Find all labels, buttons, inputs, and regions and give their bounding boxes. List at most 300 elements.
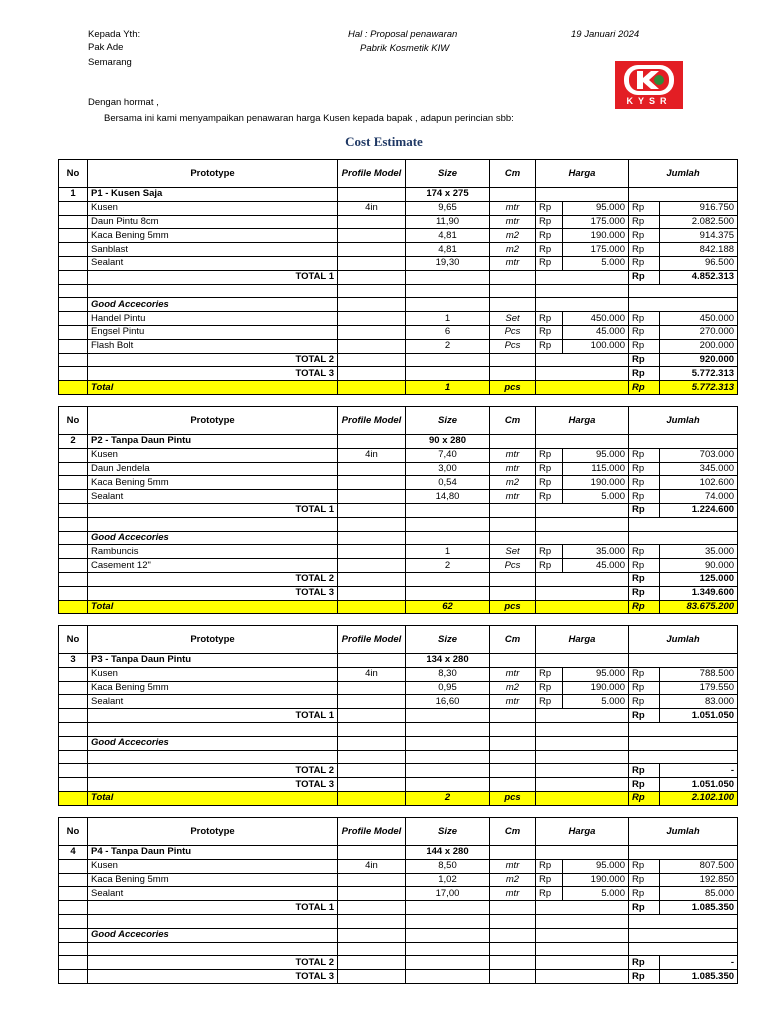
currency-label: Rp xyxy=(629,709,660,723)
empty-cell xyxy=(490,517,536,531)
blank-row xyxy=(59,942,738,956)
empty-cell xyxy=(59,695,88,709)
item-price: 95.000 xyxy=(563,201,629,215)
currency-label: Rp xyxy=(536,201,563,215)
table-header xyxy=(59,160,738,188)
item-quantity: 4,81 xyxy=(406,229,490,243)
header-harga: Harga xyxy=(536,407,629,435)
currency-label: Rp xyxy=(629,243,660,257)
header-prototype: Prototype xyxy=(88,818,338,846)
item-row xyxy=(59,462,738,476)
empty-cell xyxy=(536,654,629,668)
item-profile: 4in xyxy=(338,667,406,681)
total3-row xyxy=(59,367,738,381)
empty-cell xyxy=(536,381,629,395)
empty-cell xyxy=(406,586,490,600)
currency-label: Rp xyxy=(629,572,660,586)
empty-cell xyxy=(338,572,406,586)
header-size: Size xyxy=(406,626,490,654)
empty-cell xyxy=(338,381,406,395)
currency-label: Rp xyxy=(629,695,660,709)
empty-cell xyxy=(490,435,536,449)
empty-cell xyxy=(59,353,88,367)
empty-cell xyxy=(59,901,88,915)
currency-label: Rp xyxy=(629,462,660,476)
empty-cell xyxy=(536,970,629,984)
currency-label: Rp xyxy=(629,367,660,381)
currency-label: Rp xyxy=(536,312,563,326)
empty-cell xyxy=(59,312,88,326)
accessory-name: Engsel Pintu xyxy=(88,325,338,339)
currency-label: Rp xyxy=(536,873,563,887)
header-prototype: Prototype xyxy=(88,407,338,435)
empty-cell xyxy=(406,736,490,750)
recipient-city: Semarang xyxy=(88,57,132,68)
item-row xyxy=(59,215,738,229)
section-name: P4 - Tanpa Daun Pintu xyxy=(88,846,338,860)
empty-cell xyxy=(59,325,88,339)
empty-cell xyxy=(536,778,629,792)
header-harga: Harga xyxy=(536,626,629,654)
empty-cell xyxy=(59,462,88,476)
grand-total-value: 2.102.100 xyxy=(660,791,738,805)
currency-label: Rp xyxy=(629,353,660,367)
item-profile xyxy=(338,462,406,476)
empty-cell xyxy=(490,270,536,284)
item-quantity: 9,65 xyxy=(406,201,490,215)
item-amount: 85.000 xyxy=(660,887,738,901)
recipient-name: Pak Ade xyxy=(88,42,124,53)
currency-label: Rp xyxy=(629,778,660,792)
section-title-row xyxy=(59,188,738,202)
empty-cell xyxy=(490,736,536,750)
accessories-title-row xyxy=(59,298,738,312)
header-profile: Profile Model xyxy=(338,407,406,435)
empty-cell xyxy=(536,517,629,531)
item-unit: mtr xyxy=(490,448,536,462)
item-profile xyxy=(338,887,406,901)
item-quantity: 3,00 xyxy=(406,462,490,476)
item-price: 95.000 xyxy=(563,667,629,681)
item-profile xyxy=(338,229,406,243)
empty-cell xyxy=(88,750,338,764)
estimate-table-1 xyxy=(58,159,738,395)
item-row xyxy=(59,476,738,490)
to-label: Kepada Yth: xyxy=(88,29,141,40)
empty-cell xyxy=(59,970,88,984)
accessory-row xyxy=(59,339,738,353)
total3-label: TOTAL 3 xyxy=(88,586,338,600)
item-name: Kaca Bening 5mm xyxy=(88,681,338,695)
subject-line: Hal : Proposal penawaran xyxy=(348,29,458,40)
item-amount: 914.375 xyxy=(660,229,738,243)
empty-cell xyxy=(629,654,738,668)
empty-cell xyxy=(59,229,88,243)
header-no: No xyxy=(59,407,88,435)
grand-total-quantity: 1 xyxy=(406,381,490,395)
empty-cell xyxy=(536,750,629,764)
item-amount: 345.000 xyxy=(660,462,738,476)
item-unit: m2 xyxy=(490,476,536,490)
empty-cell xyxy=(88,722,338,736)
empty-cell xyxy=(536,600,629,614)
empty-cell xyxy=(338,654,406,668)
empty-cell xyxy=(338,325,406,339)
empty-cell xyxy=(59,201,88,215)
total3-value: 1.085.350 xyxy=(660,970,738,984)
empty-cell xyxy=(490,586,536,600)
accessory-row xyxy=(59,312,738,326)
item-profile xyxy=(338,215,406,229)
total3-label: TOTAL 3 xyxy=(88,970,338,984)
empty-cell xyxy=(59,914,88,928)
section-title-row xyxy=(59,846,738,860)
currency-label: Rp xyxy=(629,503,660,517)
empty-cell xyxy=(59,298,88,312)
blank-row xyxy=(59,750,738,764)
currency-label: Rp xyxy=(536,490,563,504)
empty-cell xyxy=(490,298,536,312)
item-profile xyxy=(338,681,406,695)
accessory-price: 100.000 xyxy=(563,339,629,353)
item-profile: 4in xyxy=(338,859,406,873)
empty-cell xyxy=(490,901,536,915)
item-price: 5.000 xyxy=(563,490,629,504)
item-unit: mtr xyxy=(490,667,536,681)
currency-label: Rp xyxy=(536,215,563,229)
empty-cell xyxy=(490,970,536,984)
currency-label: Rp xyxy=(629,381,660,395)
blank-row xyxy=(59,722,738,736)
estimate-table-4 xyxy=(58,817,738,984)
currency-label: Rp xyxy=(629,490,660,504)
currency-label: Rp xyxy=(536,667,563,681)
empty-cell xyxy=(406,778,490,792)
accessory-amount: 450.000 xyxy=(660,312,738,326)
currency-label: Rp xyxy=(629,256,660,270)
grand-total-unit: pcs xyxy=(490,381,536,395)
total1-value: 1.051.050 xyxy=(660,709,738,723)
section-name: P3 - Tanpa Daun Pintu xyxy=(88,654,338,668)
empty-cell xyxy=(338,600,406,614)
item-unit: mtr xyxy=(490,490,536,504)
currency-label: Rp xyxy=(629,586,660,600)
accessory-amount: 35.000 xyxy=(660,545,738,559)
total2-label: TOTAL 2 xyxy=(88,572,338,586)
empty-cell xyxy=(338,284,406,298)
empty-cell xyxy=(406,531,490,545)
item-name: Kaca Bening 5mm xyxy=(88,229,338,243)
empty-cell xyxy=(536,928,629,942)
total3-row xyxy=(59,778,738,792)
section-size: 174 x 275 xyxy=(406,188,490,202)
empty-cell xyxy=(629,846,738,860)
empty-cell xyxy=(406,764,490,778)
currency-label: Rp xyxy=(629,859,660,873)
empty-cell xyxy=(629,188,738,202)
item-quantity: 4,81 xyxy=(406,243,490,257)
blank-row xyxy=(59,517,738,531)
empty-cell xyxy=(338,722,406,736)
item-amount: 192.850 xyxy=(660,873,738,887)
estimate-table-2 xyxy=(58,406,738,614)
empty-cell xyxy=(490,942,536,956)
empty-cell xyxy=(490,188,536,202)
estimate-table-3 xyxy=(58,625,738,806)
item-price: 190.000 xyxy=(563,873,629,887)
total1-label: TOTAL 1 xyxy=(88,503,338,517)
grand-total-label: Total xyxy=(88,600,338,614)
currency-label: Rp xyxy=(629,476,660,490)
total2-label: TOTAL 2 xyxy=(88,353,338,367)
accessory-quantity: 6 xyxy=(406,325,490,339)
item-unit: mtr xyxy=(490,215,536,229)
grand-total-value: 5.772.313 xyxy=(660,381,738,395)
empty-cell xyxy=(338,298,406,312)
empty-cell xyxy=(536,572,629,586)
grand-total-row xyxy=(59,791,738,805)
total2-value: - xyxy=(660,956,738,970)
total1-row xyxy=(59,901,738,915)
header-size: Size xyxy=(406,818,490,846)
header-prototype: Prototype xyxy=(88,626,338,654)
empty-cell xyxy=(490,531,536,545)
accessory-price: 45.000 xyxy=(563,325,629,339)
currency-label: Rp xyxy=(629,270,660,284)
header-no: No xyxy=(59,626,88,654)
empty-cell xyxy=(490,284,536,298)
item-row xyxy=(59,695,738,709)
empty-cell xyxy=(59,367,88,381)
item-unit: m2 xyxy=(490,873,536,887)
item-unit: m2 xyxy=(490,243,536,257)
item-profile: 4in xyxy=(338,201,406,215)
item-name: Sanblast xyxy=(88,243,338,257)
currency-label: Rp xyxy=(536,859,563,873)
empty-cell xyxy=(59,243,88,257)
logo-text: KYSR xyxy=(626,96,672,106)
item-row xyxy=(59,448,738,462)
empty-cell xyxy=(536,284,629,298)
item-quantity: 7,40 xyxy=(406,448,490,462)
header-profile: Profile Model xyxy=(338,818,406,846)
item-row xyxy=(59,229,738,243)
header-harga: Harga xyxy=(536,818,629,846)
currency-label: Rp xyxy=(536,681,563,695)
empty-cell xyxy=(406,914,490,928)
blank-row xyxy=(59,284,738,298)
total2-label: TOTAL 2 xyxy=(88,956,338,970)
empty-cell xyxy=(406,572,490,586)
empty-cell xyxy=(338,531,406,545)
empty-cell xyxy=(490,367,536,381)
item-quantity: 1,02 xyxy=(406,873,490,887)
empty-cell xyxy=(59,381,88,395)
empty-cell xyxy=(536,736,629,750)
empty-cell xyxy=(59,339,88,353)
grand-total-unit: pcs xyxy=(490,600,536,614)
item-unit: mtr xyxy=(490,859,536,873)
item-amount: 179.550 xyxy=(660,681,738,695)
item-amount: 916.750 xyxy=(660,201,738,215)
section-number: 2 xyxy=(59,435,88,449)
empty-cell xyxy=(59,448,88,462)
currency-label: Rp xyxy=(629,600,660,614)
accessory-row xyxy=(59,325,738,339)
empty-cell xyxy=(59,600,88,614)
item-quantity: 16,60 xyxy=(406,695,490,709)
grand-total-quantity: 62 xyxy=(406,600,490,614)
empty-cell xyxy=(536,956,629,970)
empty-cell xyxy=(629,750,738,764)
total3-row xyxy=(59,586,738,600)
currency-label: Rp xyxy=(536,325,563,339)
empty-cell xyxy=(338,517,406,531)
empty-cell xyxy=(629,736,738,750)
currency-label: Rp xyxy=(536,448,563,462)
section-size: 134 x 280 xyxy=(406,654,490,668)
empty-cell xyxy=(490,572,536,586)
empty-cell xyxy=(536,270,629,284)
empty-cell xyxy=(490,764,536,778)
empty-cell xyxy=(59,873,88,887)
empty-cell xyxy=(338,586,406,600)
total3-value: 1.051.050 xyxy=(660,778,738,792)
item-quantity: 0,95 xyxy=(406,681,490,695)
accessory-quantity: 1 xyxy=(406,312,490,326)
empty-cell xyxy=(406,970,490,984)
item-row xyxy=(59,490,738,504)
total3-row xyxy=(59,970,738,984)
header-cm: Cm xyxy=(490,160,536,188)
empty-cell xyxy=(338,846,406,860)
header-jumlah: Jumlah xyxy=(629,407,738,435)
currency-label: Rp xyxy=(629,970,660,984)
empty-cell xyxy=(59,709,88,723)
empty-cell xyxy=(536,503,629,517)
empty-cell xyxy=(338,791,406,805)
item-price: 115.000 xyxy=(563,462,629,476)
total3-value: 5.772.313 xyxy=(660,367,738,381)
header-jumlah: Jumlah xyxy=(629,160,738,188)
empty-cell xyxy=(406,709,490,723)
empty-cell xyxy=(406,367,490,381)
empty-cell xyxy=(59,928,88,942)
item-row xyxy=(59,201,738,215)
item-price: 190.000 xyxy=(563,229,629,243)
accessory-quantity: 1 xyxy=(406,545,490,559)
total1-row xyxy=(59,709,738,723)
accessories-title: Good Accecories xyxy=(88,531,338,545)
item-price: 95.000 xyxy=(563,859,629,873)
empty-cell xyxy=(338,942,406,956)
empty-cell xyxy=(406,722,490,736)
item-amount: 788.500 xyxy=(660,667,738,681)
item-amount: 83.000 xyxy=(660,695,738,709)
empty-cell xyxy=(629,928,738,942)
accessory-name: Flash Bolt xyxy=(88,339,338,353)
currency-label: Rp xyxy=(629,448,660,462)
item-profile xyxy=(338,873,406,887)
total1-label: TOTAL 1 xyxy=(88,901,338,915)
empty-cell xyxy=(338,709,406,723)
empty-cell xyxy=(406,353,490,367)
empty-cell xyxy=(629,942,738,956)
empty-cell xyxy=(59,476,88,490)
empty-cell xyxy=(59,503,88,517)
empty-cell xyxy=(59,256,88,270)
empty-cell xyxy=(338,435,406,449)
letter-date: 19 Januari 2024 xyxy=(571,29,640,40)
empty-cell xyxy=(338,559,406,573)
empty-cell xyxy=(406,942,490,956)
item-amount: 96.500 xyxy=(660,256,738,270)
total1-value: 1.085.350 xyxy=(660,901,738,915)
header-cm: Cm xyxy=(490,818,536,846)
item-quantity: 8,30 xyxy=(406,667,490,681)
blank-row xyxy=(59,914,738,928)
empty-cell xyxy=(59,681,88,695)
header-harga: Harga xyxy=(536,160,629,188)
item-unit: m2 xyxy=(490,229,536,243)
header-jumlah: Jumlah xyxy=(629,818,738,846)
header-no: No xyxy=(59,818,88,846)
item-profile: 4in xyxy=(338,448,406,462)
total2-label: TOTAL 2 xyxy=(88,764,338,778)
currency-label: Rp xyxy=(629,559,660,573)
letter-body: Bersama ini kami menyampaikan penawaran harga Kusen kepada bapak , adapun perincian sbb: xyxy=(104,113,514,124)
total1-row xyxy=(59,270,738,284)
currency-label: Rp xyxy=(629,887,660,901)
item-unit: mtr xyxy=(490,887,536,901)
empty-cell xyxy=(59,750,88,764)
accessory-amount: 90.000 xyxy=(660,559,738,573)
item-unit: mtr xyxy=(490,695,536,709)
header-prototype: Prototype xyxy=(88,160,338,188)
section-name: P2 - Tanpa Daun Pintu xyxy=(88,435,338,449)
accessories-title-row xyxy=(59,531,738,545)
empty-cell xyxy=(490,654,536,668)
item-name: Sealant xyxy=(88,490,338,504)
empty-cell xyxy=(536,722,629,736)
total2-row xyxy=(59,572,738,586)
accessory-unit: Pcs xyxy=(490,325,536,339)
currency-label: Rp xyxy=(629,681,660,695)
grand-total-quantity: 2 xyxy=(406,791,490,805)
table-header xyxy=(59,818,738,846)
total1-label: TOTAL 1 xyxy=(88,709,338,723)
empty-cell xyxy=(536,791,629,805)
empty-cell xyxy=(536,901,629,915)
total3-value: 1.349.600 xyxy=(660,586,738,600)
section-number: 1 xyxy=(59,188,88,202)
empty-cell xyxy=(536,367,629,381)
empty-cell xyxy=(59,586,88,600)
empty-cell xyxy=(490,709,536,723)
empty-cell xyxy=(59,778,88,792)
accessories-title: Good Accecories xyxy=(88,736,338,750)
item-name: Sealant xyxy=(88,887,338,901)
empty-cell xyxy=(490,722,536,736)
empty-cell xyxy=(536,531,629,545)
section-title-row xyxy=(59,435,738,449)
item-price: 190.000 xyxy=(563,681,629,695)
empty-cell xyxy=(629,298,738,312)
item-quantity: 19,30 xyxy=(406,256,490,270)
empty-cell xyxy=(88,942,338,956)
item-profile xyxy=(338,695,406,709)
currency-label: Rp xyxy=(629,901,660,915)
